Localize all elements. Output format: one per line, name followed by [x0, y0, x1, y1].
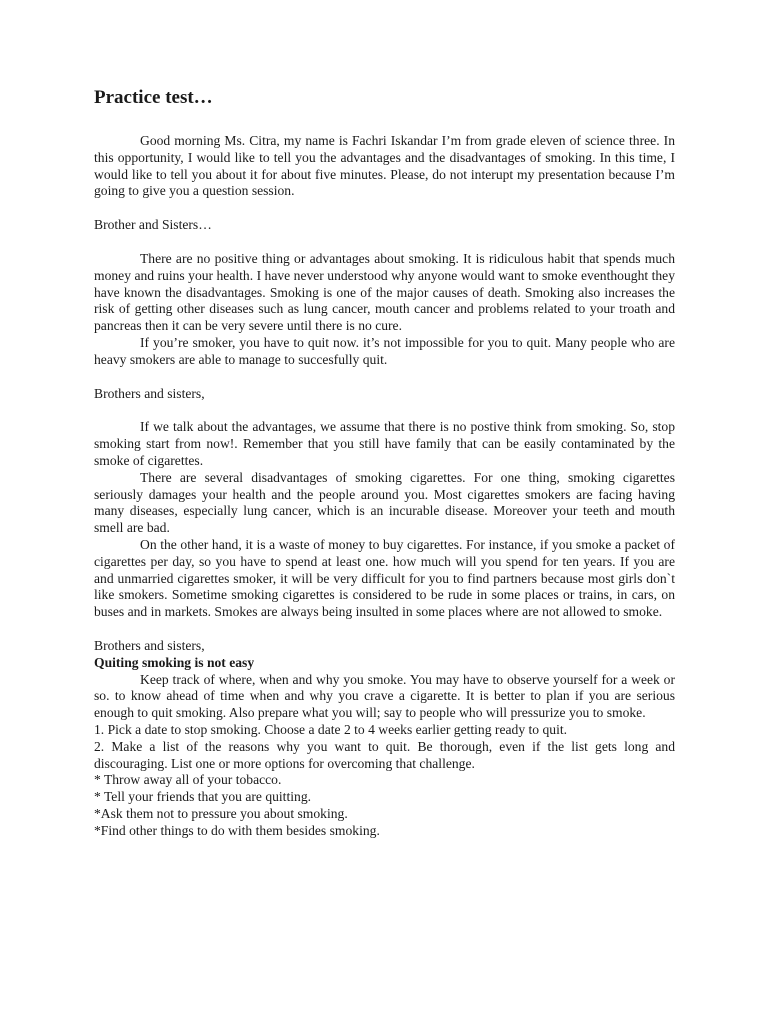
greeting-line: Brothers and sisters, [94, 385, 205, 401]
list-item: 1. Pick a date to stop smoking. Choose a date 2 to 4 weeks earlier getting ready to quit. [94, 721, 568, 737]
list-item: * Tell your friends that you are quitting. [94, 789, 312, 805]
body-paragraph: There are several disadvantages of smoking cigarettes. For one thing, smoking cigarettes seriously damages your health and the people around you. Most cigarettes smokers are facing having many diseases, especially lung cancer, which is an incurable disease. Moreover your teeth and mouth smell are bad. [94, 469, 675, 536]
intro-paragraph: Good morning Ms. Citra, my name is Fachri Iskandar I’m from grade eleven of science three. In this opportunity, I would like to tell you the advantages and the disadvantages of smoking. In this time, I would like to tell you about it for about five minutes. Please, do not interupt my presentation because I’m going to give you a question session. [94, 133, 675, 199]
body-paragraph: If we talk about the advantages, we assume that there is no postive think from smoking. So, stop smoking start from now!. Remember that you still have family that can be easily contaminated by the smoke of cigarettes. [94, 419, 675, 468]
list-item: * Throw away all of your tobacco. [94, 772, 282, 788]
list-item: *Ask them not to pressure you about smoking. [94, 805, 348, 821]
list-item: *Find other things to do with them besides smoking. [94, 822, 380, 838]
body-paragraph: If you’re smoker, you have to quit now. it’s not impossible for you to quit. Many people who are heavy smokers are able to manage to succesfully quit. [94, 334, 675, 367]
list-item: 2. Make a list of the reasons why you want to quit. Be thorough, even if the list gets long and discouraging. List one or more options for overcoming that challenge. [94, 738, 675, 771]
greeting-line: Brothers and sisters, [94, 637, 205, 653]
body-paragraph: On the other hand, it is a waste of money to buy cigarettes. For instance, if you smoke a packet of cigarettes per day, so you have to spend at least one. how much will you spend for ten years. If you are and unmarried cigarettes smoker, it will be very difficult for you to find partners because most girls don`t like smokers. Sometime smoking cigarettes is considered to be rude in some places or trains, in cars, on buses and in markets. Smokes are always being insulted in some places where are not allowed to smoke. [94, 536, 675, 620]
document-title: Practice test… [94, 87, 213, 108]
section-heading: Quiting smoking is not easy [94, 654, 255, 670]
document-page [94, 86, 675, 839]
greeting-line: Brother and Sisters… [94, 217, 212, 233]
body-paragraph: There are no positive thing or advantages about smoking. It is ridiculous habit that spends much money and ruins your health. I have never understood why anyone would want to smoke eventhought they have known the disadvantages. Smoking is one of the major causes of death. Smoking also increases the risk of getting other diseases such as lung cancer, mouth cancer and problems related to your troath and pancreas then it can be very severe until there is no cure. [94, 250, 675, 334]
body-paragraph: Keep track of where, when and why you smoke. You may have to observe yourself for a week or so. to know ahead of time when and why you crave a cigarette. It is better to plan if you are serious enough to quit smoking. Also prepare what you will; say to people who will pressurize you to smoke. [94, 671, 675, 721]
